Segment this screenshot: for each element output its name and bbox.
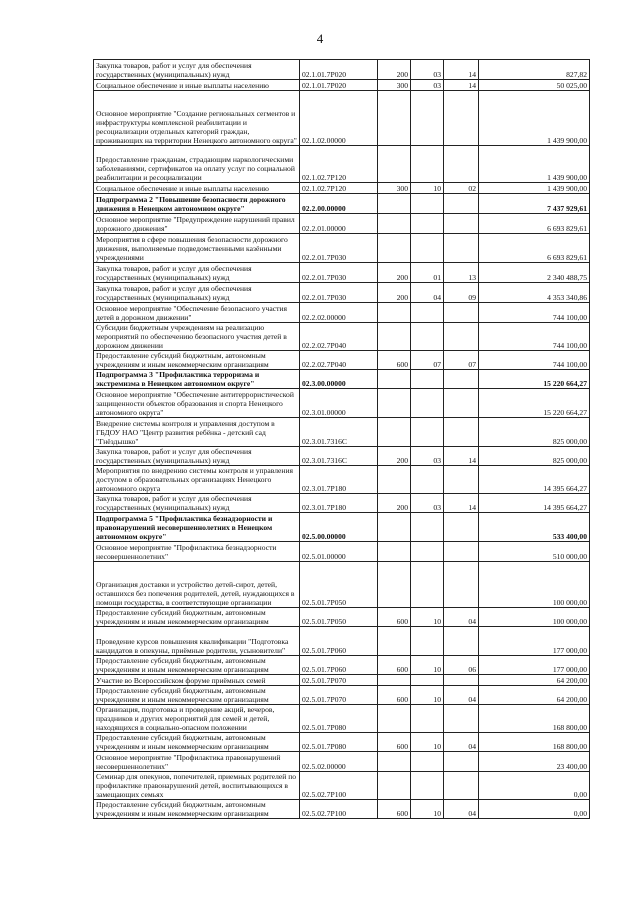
row-vr-cell: 600 xyxy=(378,800,411,819)
row-pr-cell xyxy=(444,303,479,323)
row-pr-cell: 06 xyxy=(444,656,479,675)
row-pr-cell: 14 xyxy=(444,494,479,513)
row-rz-cell: 03 xyxy=(411,447,444,466)
row-code-cell: 02.5.02.00000 xyxy=(300,752,378,772)
row-name-cell: Подпрограмма 2 "Повышение безопасности дорожного движения в Ненецком автономном округе" xyxy=(94,194,300,214)
table-row xyxy=(94,466,590,494)
row-vr-cell xyxy=(378,370,411,389)
row-code-cell: 02.5.01.7Р050 xyxy=(300,562,378,608)
row-rz-cell: 04 xyxy=(411,283,444,303)
row-pr-cell xyxy=(444,214,479,234)
row-rz-cell: 07 xyxy=(411,351,444,370)
row-sum-cell: 0,00 xyxy=(479,772,590,800)
row-name-cell: Закупка товаров, работ и услуг для обеспечения государственных (муниципальных) нужд xyxy=(94,60,300,80)
row-rz-cell xyxy=(411,146,444,183)
row-pr-cell xyxy=(444,370,479,389)
row-pr-cell: 14 xyxy=(444,60,479,80)
row-name-cell: Основное мероприятие "Обеспечение антитеррористической защищенности объектов образования и спорта Ненецкого автономного округа" xyxy=(94,389,300,418)
row-rz-cell xyxy=(411,627,444,656)
row-vr-cell xyxy=(378,562,411,608)
table-row xyxy=(94,542,590,562)
row-vr-cell: 600 xyxy=(378,686,411,705)
row-name-cell: Предоставление субсидий бюджетным, автономным учреждениям и иным некоммерческим организациям xyxy=(94,656,300,675)
row-sum-cell: 168 800,00 xyxy=(479,705,590,733)
row-sum-cell: 0,00 xyxy=(479,800,590,819)
row-vr-cell xyxy=(378,542,411,562)
row-code-cell: 02.5.00.00000 xyxy=(300,513,378,542)
row-name-cell: Закупка товаров, работ и услуг для обеспечения государственных (муниципальных) нужд xyxy=(94,263,300,283)
row-sum-cell: 744 100,00 xyxy=(479,303,590,323)
row-sum-cell: 64 200,00 xyxy=(479,686,590,705)
row-sum-cell: 1 439 900,00 xyxy=(479,183,590,194)
row-pr-cell xyxy=(444,418,479,447)
row-rz-cell: 01 xyxy=(411,263,444,283)
table-row xyxy=(94,214,590,234)
row-name-cell: Предоставление субсидий бюджетным, автономным учреждениям и иным некоммерческим организациям xyxy=(94,608,300,627)
row-rz-cell xyxy=(411,234,444,263)
subprogram-row xyxy=(94,370,590,389)
row-rz-cell: 03 xyxy=(411,80,444,91)
row-name-cell: Основное мероприятие "Профилактика безнадзорности несовершеннолетних" xyxy=(94,542,300,562)
row-code-cell: 02.3.01.00000 xyxy=(300,389,378,418)
table-row xyxy=(94,323,590,351)
row-sum-cell: 64 200,00 xyxy=(479,675,590,686)
row-pr-cell: 04 xyxy=(444,608,479,627)
row-name-cell: Предоставление субсидий бюджетным, автономным учреждениям и иным некоммерческим организациям xyxy=(94,800,300,819)
row-pr-cell: 04 xyxy=(444,800,479,819)
row-rz-cell: 10 xyxy=(411,686,444,705)
table-row xyxy=(94,389,590,418)
row-rz-cell: 10 xyxy=(411,733,444,752)
row-vr-cell xyxy=(378,91,411,146)
row-pr-cell xyxy=(444,194,479,214)
table-row xyxy=(94,675,590,686)
table-row xyxy=(94,183,590,194)
table-row xyxy=(94,283,590,303)
table-row xyxy=(94,418,590,447)
subprogram-row xyxy=(94,194,590,214)
row-vr-cell xyxy=(378,418,411,447)
row-sum-cell: 14 395 664,27 xyxy=(479,494,590,513)
table-row xyxy=(94,303,590,323)
row-sum-cell: 1 439 900,00 xyxy=(479,91,590,146)
subprogram-row xyxy=(94,513,590,542)
row-pr-cell xyxy=(444,675,479,686)
row-name-cell: Внедрение системы контроля и управления доступом в ГБДОУ НАО "Центр развития ребёнка - детский сад "Гнёздышко" xyxy=(94,418,300,447)
row-code-cell: 02.2.00.00000 xyxy=(300,194,378,214)
row-rz-cell xyxy=(411,194,444,214)
row-pr-cell xyxy=(444,772,479,800)
row-sum-cell: 7 437 929,61 xyxy=(479,194,590,214)
row-rz-cell xyxy=(411,214,444,234)
row-code-cell: 02.2.02.7Р040 xyxy=(300,323,378,351)
row-name-cell: Подпрограмма 5 "Профилактика безнадзорности и правонарушений несовершеннолетних в Ненецком автономном округе" xyxy=(94,513,300,542)
row-sum-cell: 50 025,00 xyxy=(479,80,590,91)
row-vr-cell xyxy=(378,675,411,686)
row-vr-cell: 200 xyxy=(378,447,411,466)
row-code-cell: 02.2.02.7Р040 xyxy=(300,351,378,370)
table-row xyxy=(94,733,590,752)
row-name-cell: Предоставление субсидий бюджетным, автономным учреждениям и иным некоммерческим организациям xyxy=(94,351,300,370)
row-vr-cell xyxy=(378,705,411,733)
row-pr-cell xyxy=(444,466,479,494)
row-name-cell: Предоставление субсидий бюджетным, автономным учреждениям и иным некоммерческим организациям xyxy=(94,686,300,705)
row-pr-cell xyxy=(444,234,479,263)
row-code-cell: 02.3.01.7316С xyxy=(300,447,378,466)
row-code-cell: 02.1.02.00000 xyxy=(300,91,378,146)
row-sum-cell: 827,82 xyxy=(479,60,590,80)
row-pr-cell xyxy=(444,705,479,733)
row-code-cell: 02.5.01.7Р060 xyxy=(300,627,378,656)
row-sum-cell: 177 000,00 xyxy=(479,656,590,675)
row-name-cell: Основное мероприятие "Предупреждение нарушений правил дорожного движения" xyxy=(94,214,300,234)
table-row xyxy=(94,146,590,183)
row-rz-cell: 10 xyxy=(411,608,444,627)
table-row xyxy=(94,705,590,733)
row-sum-cell: 533 400,00 xyxy=(479,513,590,542)
row-sum-cell: 15 220 664,27 xyxy=(479,370,590,389)
row-pr-cell xyxy=(444,752,479,772)
row-sum-cell: 23 400,00 xyxy=(479,752,590,772)
row-vr-cell xyxy=(378,772,411,800)
row-rz-cell xyxy=(411,323,444,351)
row-vr-cell xyxy=(378,303,411,323)
row-pr-cell: 13 xyxy=(444,263,479,283)
row-vr-cell xyxy=(378,214,411,234)
row-name-cell: Мероприятия в сфере повышения безопасности дорожного движения, выполняемые подведомственными казёнными учреждениями xyxy=(94,234,300,263)
row-pr-cell xyxy=(444,562,479,608)
table-row xyxy=(94,234,590,263)
row-rz-cell: 10 xyxy=(411,183,444,194)
row-name-cell: Закупка товаров, работ и услуг для обеспечения государственных (муниципальных) нужд xyxy=(94,447,300,466)
row-code-cell: 02.3.01.7316С xyxy=(300,418,378,447)
row-name-cell: Предоставление гражданам, страдающим наркологическими заболеваниями, сертификатов на оплату услуг по социальной реабилитации и ресоциализации xyxy=(94,146,300,183)
row-name-cell: Организация, подготовка и проведение акций, вечеров, праздников и других мероприятий для семей и детей, находящихся в социально-опасном положении xyxy=(94,705,300,733)
row-name-cell: Социальное обеспечение и иные выплаты населению xyxy=(94,183,300,194)
row-name-cell: Основное мероприятие "Создание региональных сегментов и инфраструктуры комплексной реабилитации и ресоциализации отдельных категорий граждан, проживающих на территории Ненецкого автономного округа" xyxy=(94,91,300,146)
row-vr-cell: 200 xyxy=(378,283,411,303)
row-code-cell: 02.1.01.7Р020 xyxy=(300,60,378,80)
row-rz-cell xyxy=(411,370,444,389)
table-row xyxy=(94,351,590,370)
row-code-cell: 02.5.02.7Р100 xyxy=(300,800,378,819)
row-pr-cell: 04 xyxy=(444,686,479,705)
table-row xyxy=(94,772,590,800)
row-rz-cell: 03 xyxy=(411,60,444,80)
row-pr-cell: 02 xyxy=(444,183,479,194)
row-vr-cell xyxy=(378,513,411,542)
row-rz-cell xyxy=(411,418,444,447)
row-sum-cell: 168 800,00 xyxy=(479,733,590,752)
row-sum-cell: 4 353 340,86 xyxy=(479,283,590,303)
row-vr-cell xyxy=(378,466,411,494)
row-pr-cell xyxy=(444,542,479,562)
row-name-cell: Основное мероприятие "Профилактика правонарушений несовершеннолетних" xyxy=(94,752,300,772)
row-rz-cell: 10 xyxy=(411,656,444,675)
row-code-cell: 02.3.01.7Р180 xyxy=(300,494,378,513)
row-name-cell: Основное мероприятие "Обеспечение безопасного участия детей в дорожном движении" xyxy=(94,303,300,323)
table-row xyxy=(94,60,590,80)
row-name-cell: Проведение курсов повышения квалификации "Подготовка кандидатов в опекуны, приёмные родители, усыновители" xyxy=(94,627,300,656)
row-sum-cell: 1 439 900,00 xyxy=(479,146,590,183)
row-vr-cell: 600 xyxy=(378,351,411,370)
row-code-cell: 02.5.02.7Р100 xyxy=(300,772,378,800)
budget-table xyxy=(93,59,590,819)
row-vr-cell xyxy=(378,146,411,183)
table-row xyxy=(94,627,590,656)
row-pr-cell xyxy=(444,513,479,542)
row-code-cell: 02.5.01.00000 xyxy=(300,542,378,562)
row-sum-cell: 825 000,00 xyxy=(479,418,590,447)
row-pr-cell: 04 xyxy=(444,733,479,752)
row-sum-cell: 6 693 829,61 xyxy=(479,214,590,234)
row-pr-cell xyxy=(444,146,479,183)
row-rz-cell: 03 xyxy=(411,494,444,513)
row-sum-cell: 510 000,00 xyxy=(479,542,590,562)
row-sum-cell: 825 000,00 xyxy=(479,447,590,466)
budget-table-body xyxy=(94,60,590,819)
row-name-cell: Предоставление субсидий бюджетным, автономным учреждениям и иным некоммерческим организациям xyxy=(94,733,300,752)
table-row xyxy=(94,656,590,675)
row-code-cell: 02.2.02.00000 xyxy=(300,303,378,323)
row-code-cell: 02.3.00.00000 xyxy=(300,370,378,389)
row-pr-cell xyxy=(444,627,479,656)
row-sum-cell: 100 000,00 xyxy=(479,608,590,627)
row-code-cell: 02.5.01.7Р060 xyxy=(300,656,378,675)
page-number: 4 xyxy=(316,31,324,46)
row-vr-cell: 600 xyxy=(378,733,411,752)
row-pr-cell xyxy=(444,91,479,146)
row-code-cell: 02.5.01.7Р050 xyxy=(300,608,378,627)
table-row xyxy=(94,562,590,608)
row-rz-cell xyxy=(411,542,444,562)
row-name-cell: Закупка товаров, работ и услуг для обеспечения государственных (муниципальных) нужд xyxy=(94,494,300,513)
row-vr-cell: 600 xyxy=(378,656,411,675)
row-pr-cell xyxy=(444,389,479,418)
row-name-cell: Социальное обеспечение и иные выплаты населению xyxy=(94,80,300,91)
row-vr-cell: 200 xyxy=(378,494,411,513)
row-pr-cell: 14 xyxy=(444,80,479,91)
row-vr-cell xyxy=(378,194,411,214)
row-sum-cell: 744 100,00 xyxy=(479,323,590,351)
table-row xyxy=(94,800,590,819)
row-vr-cell xyxy=(378,234,411,263)
row-sum-cell: 744 100,00 xyxy=(479,351,590,370)
row-vr-cell xyxy=(378,389,411,418)
row-sum-cell: 14 395 664,27 xyxy=(479,466,590,494)
row-pr-cell xyxy=(444,323,479,351)
table-row xyxy=(94,608,590,627)
row-name-cell: Субсидии бюджетным учреждениям на реализацию мероприятий по обеспечению безопасного участия детей в дорожном движении xyxy=(94,323,300,351)
row-vr-cell: 200 xyxy=(378,60,411,80)
row-code-cell: 02.2.01.7Р030 xyxy=(300,263,378,283)
table-row xyxy=(94,752,590,772)
row-name-cell: Семинар для опекунов, попечителей, приемных родителей по профилактике правонарушений детей, воспитывающихся в замещающих семьях xyxy=(94,772,300,800)
row-rz-cell xyxy=(411,705,444,733)
row-vr-cell: 300 xyxy=(378,80,411,91)
row-code-cell: 02.5.01.7Р080 xyxy=(300,733,378,752)
table-row xyxy=(94,686,590,705)
row-rz-cell xyxy=(411,466,444,494)
row-sum-cell: 100 000,00 xyxy=(479,562,590,608)
table-row xyxy=(94,80,590,91)
row-rz-cell xyxy=(411,675,444,686)
row-vr-cell: 600 xyxy=(378,608,411,627)
row-rz-cell xyxy=(411,389,444,418)
row-code-cell: 02.1.01.7Р020 xyxy=(300,80,378,91)
row-sum-cell: 15 220 664,27 xyxy=(479,389,590,418)
row-rz-cell xyxy=(411,562,444,608)
row-rz-cell xyxy=(411,772,444,800)
row-vr-cell xyxy=(378,752,411,772)
row-code-cell: 02.3.01.7Р180 xyxy=(300,466,378,494)
row-name-cell: Мероприятия по внедрению системы контроля и управления доступом в образовательных организациях Ненецкого автономного округа xyxy=(94,466,300,494)
row-code-cell: 02.5.01.7Р070 xyxy=(300,686,378,705)
row-sum-cell: 6 693 829,61 xyxy=(479,234,590,263)
row-rz-cell xyxy=(411,303,444,323)
row-sum-cell: 2 340 488,75 xyxy=(479,263,590,283)
row-sum-cell: 177 000,00 xyxy=(479,627,590,656)
row-vr-cell xyxy=(378,323,411,351)
row-code-cell: 02.2.01.7Р030 xyxy=(300,283,378,303)
row-name-cell: Участие во Всероссийском форуме приёмных семей xyxy=(94,675,300,686)
table-row xyxy=(94,91,590,146)
row-pr-cell: 09 xyxy=(444,283,479,303)
row-rz-cell: 10 xyxy=(411,800,444,819)
row-vr-cell: 200 xyxy=(378,263,411,283)
row-code-cell: 02.2.01.7Р030 xyxy=(300,234,378,263)
row-name-cell: Организация доставки и устройство детей-сирот, детей, оставшихся без попечения родителей, детей, нуждающихся в помощи государства, в соответствующие организации xyxy=(94,562,300,608)
row-vr-cell xyxy=(378,627,411,656)
row-rz-cell xyxy=(411,513,444,542)
table-row xyxy=(94,447,590,466)
row-code-cell: 02.1.02.7Р120 xyxy=(300,146,378,183)
row-code-cell: 02.5.01.7Р080 xyxy=(300,705,378,733)
row-rz-cell xyxy=(411,752,444,772)
row-name-cell: Подпрограмма 3 "Профилактика терроризма и экстремизма в Ненецком автономном округе" xyxy=(94,370,300,389)
row-name-cell: Закупка товаров, работ и услуг для обеспечения государственных (муниципальных) нужд xyxy=(94,283,300,303)
row-code-cell: 02.5.01.7Р070 xyxy=(300,675,378,686)
table-row xyxy=(94,263,590,283)
row-rz-cell xyxy=(411,91,444,146)
row-code-cell: 02.1.02.7Р120 xyxy=(300,183,378,194)
row-pr-cell: 07 xyxy=(444,351,479,370)
row-code-cell: 02.2.01.00000 xyxy=(300,214,378,234)
row-pr-cell: 14 xyxy=(444,447,479,466)
row-vr-cell: 300 xyxy=(378,183,411,194)
table-row xyxy=(94,494,590,513)
